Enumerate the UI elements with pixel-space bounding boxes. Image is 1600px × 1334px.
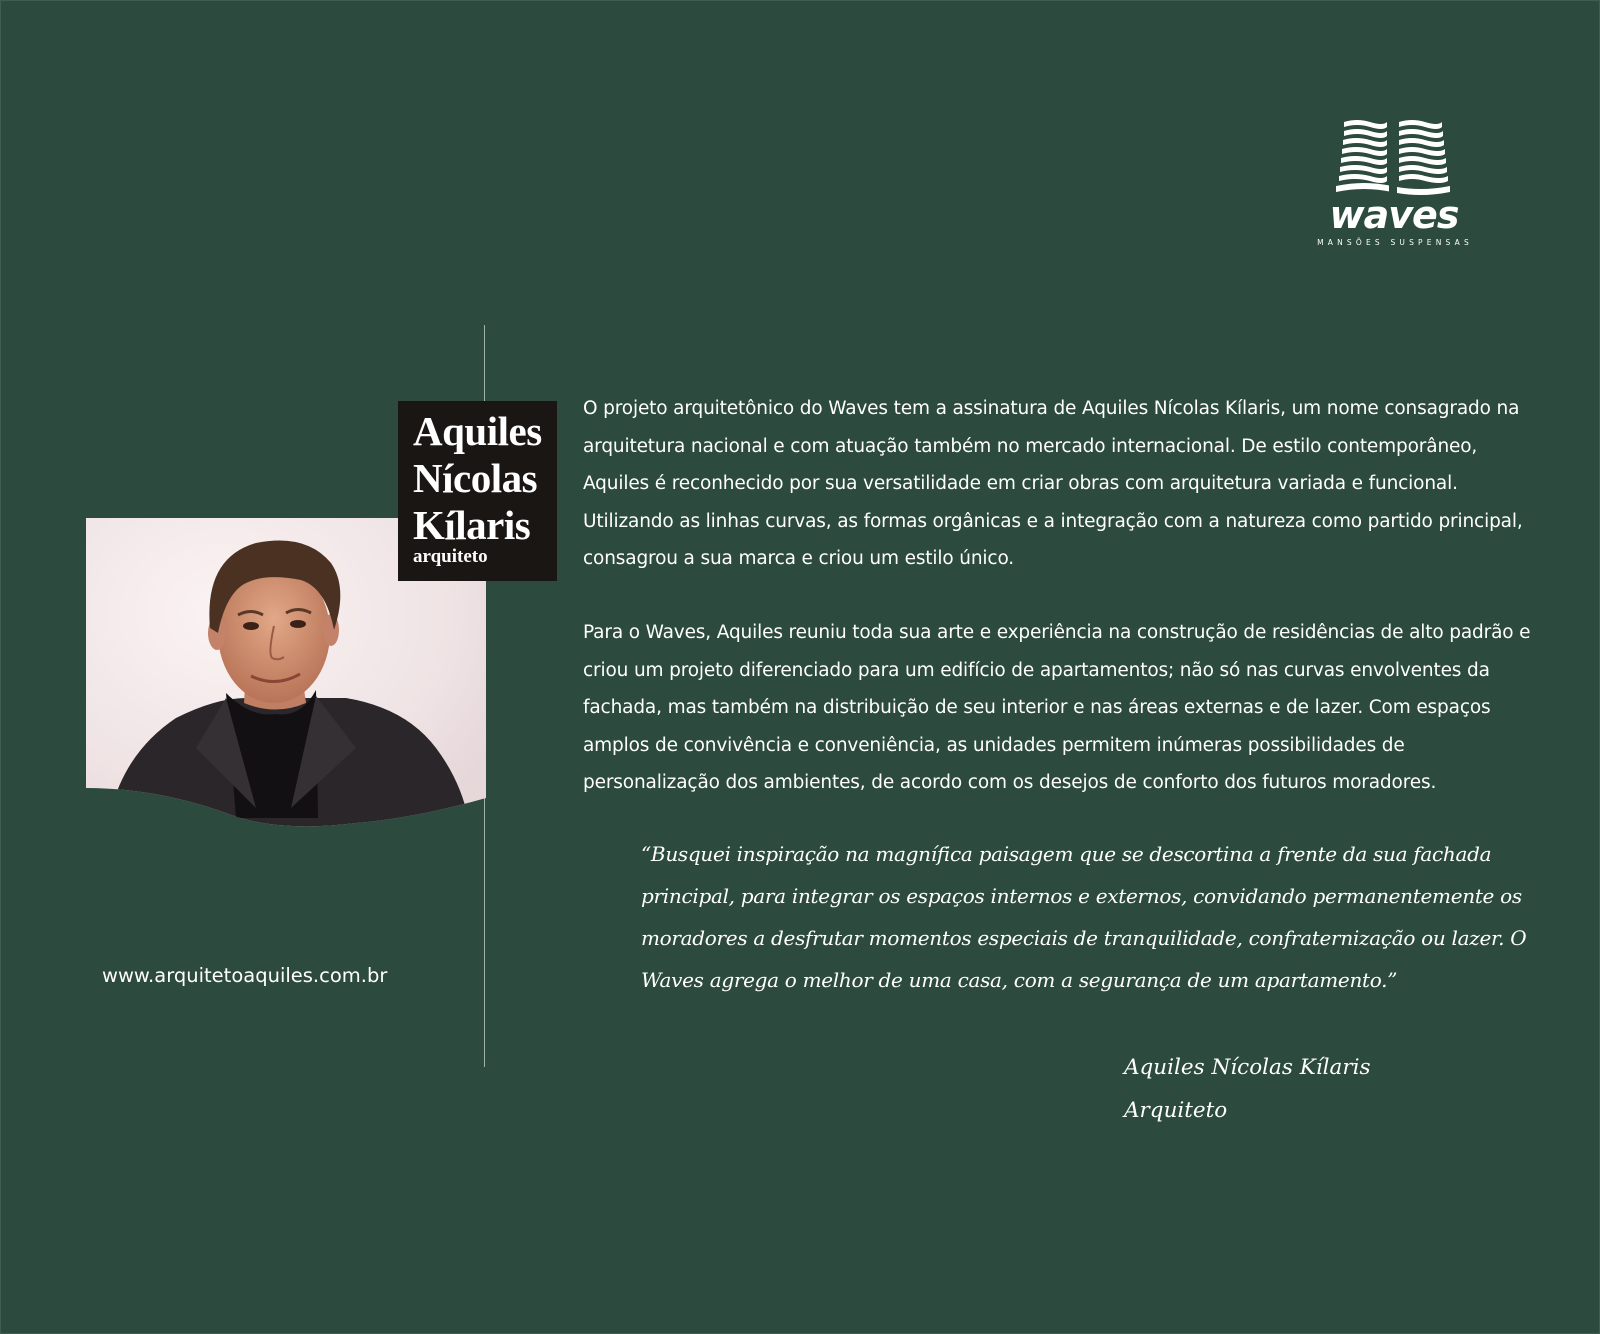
architect-quote: “Busquei inspiração na magnífica paisagem que se descortina a frente da sua fachada principal, para integrar os espaços internos e externos, convidando permanentemente os moradores a desfrutar momentos especiais de tranquilidade, confraternização ou lazer. O Waves agrega o melhor de uma casa, com a segurança de um apartamento.” (641, 842, 1527, 992)
name-first: Aquiles (413, 408, 542, 454)
name-card (398, 401, 557, 581)
name-last: Kílaris (413, 502, 531, 548)
signature (1124, 1046, 1371, 1132)
name-middle: Nícolas (413, 455, 538, 501)
waves-logo (1294, 120, 1494, 250)
name-role: arquiteto (413, 546, 488, 567)
signature-name: Aquiles Nícolas Kílaris (1124, 1055, 1371, 1080)
wordmark-text: waves (1329, 196, 1459, 236)
building-waves-icon (1334, 120, 1452, 200)
body-paragraph-1: O projeto arquitetônico do Waves tem a assinatura de Aquiles Nícolas Kílaris, um nome consagrado na arquitetura nacional e com atuação também no mercado internacional. De estilo contemporâneo, Aquiles é reconhecido por sua versatilidade em criar obras com arquitetura variada e funcional. Utilizando as linhas curvas, as formas orgânicas e a integração com a natureza como partido principal, consagrou a sua marca e criou um estilo único. (583, 398, 1523, 569)
signature-title: Arquiteto (1124, 1098, 1228, 1123)
waves-wordmark (1294, 196, 1494, 236)
website-link[interactable]: www.arquitetoaquiles.com.br (102, 964, 388, 987)
brand-tagline: MANSÕES SUSPENSAS (1317, 238, 1473, 247)
body-paragraph-2: Para o Waves, Aquiles reuniu toda sua arte e experiência na construção de residências de alto padrão e criou um projeto diferenciado para um edifício de apartamentos; não só nas curvas envolventes da fachada, mas também na distribuição de seu interior e nas áreas externas e de lazer. Com espaços amplos de convivência e conveniência, as unidades permitem inúmeras possibilidades de personalização dos ambientes, de acordo com os desejos de conforto dos futuros moradores. (583, 622, 1531, 793)
